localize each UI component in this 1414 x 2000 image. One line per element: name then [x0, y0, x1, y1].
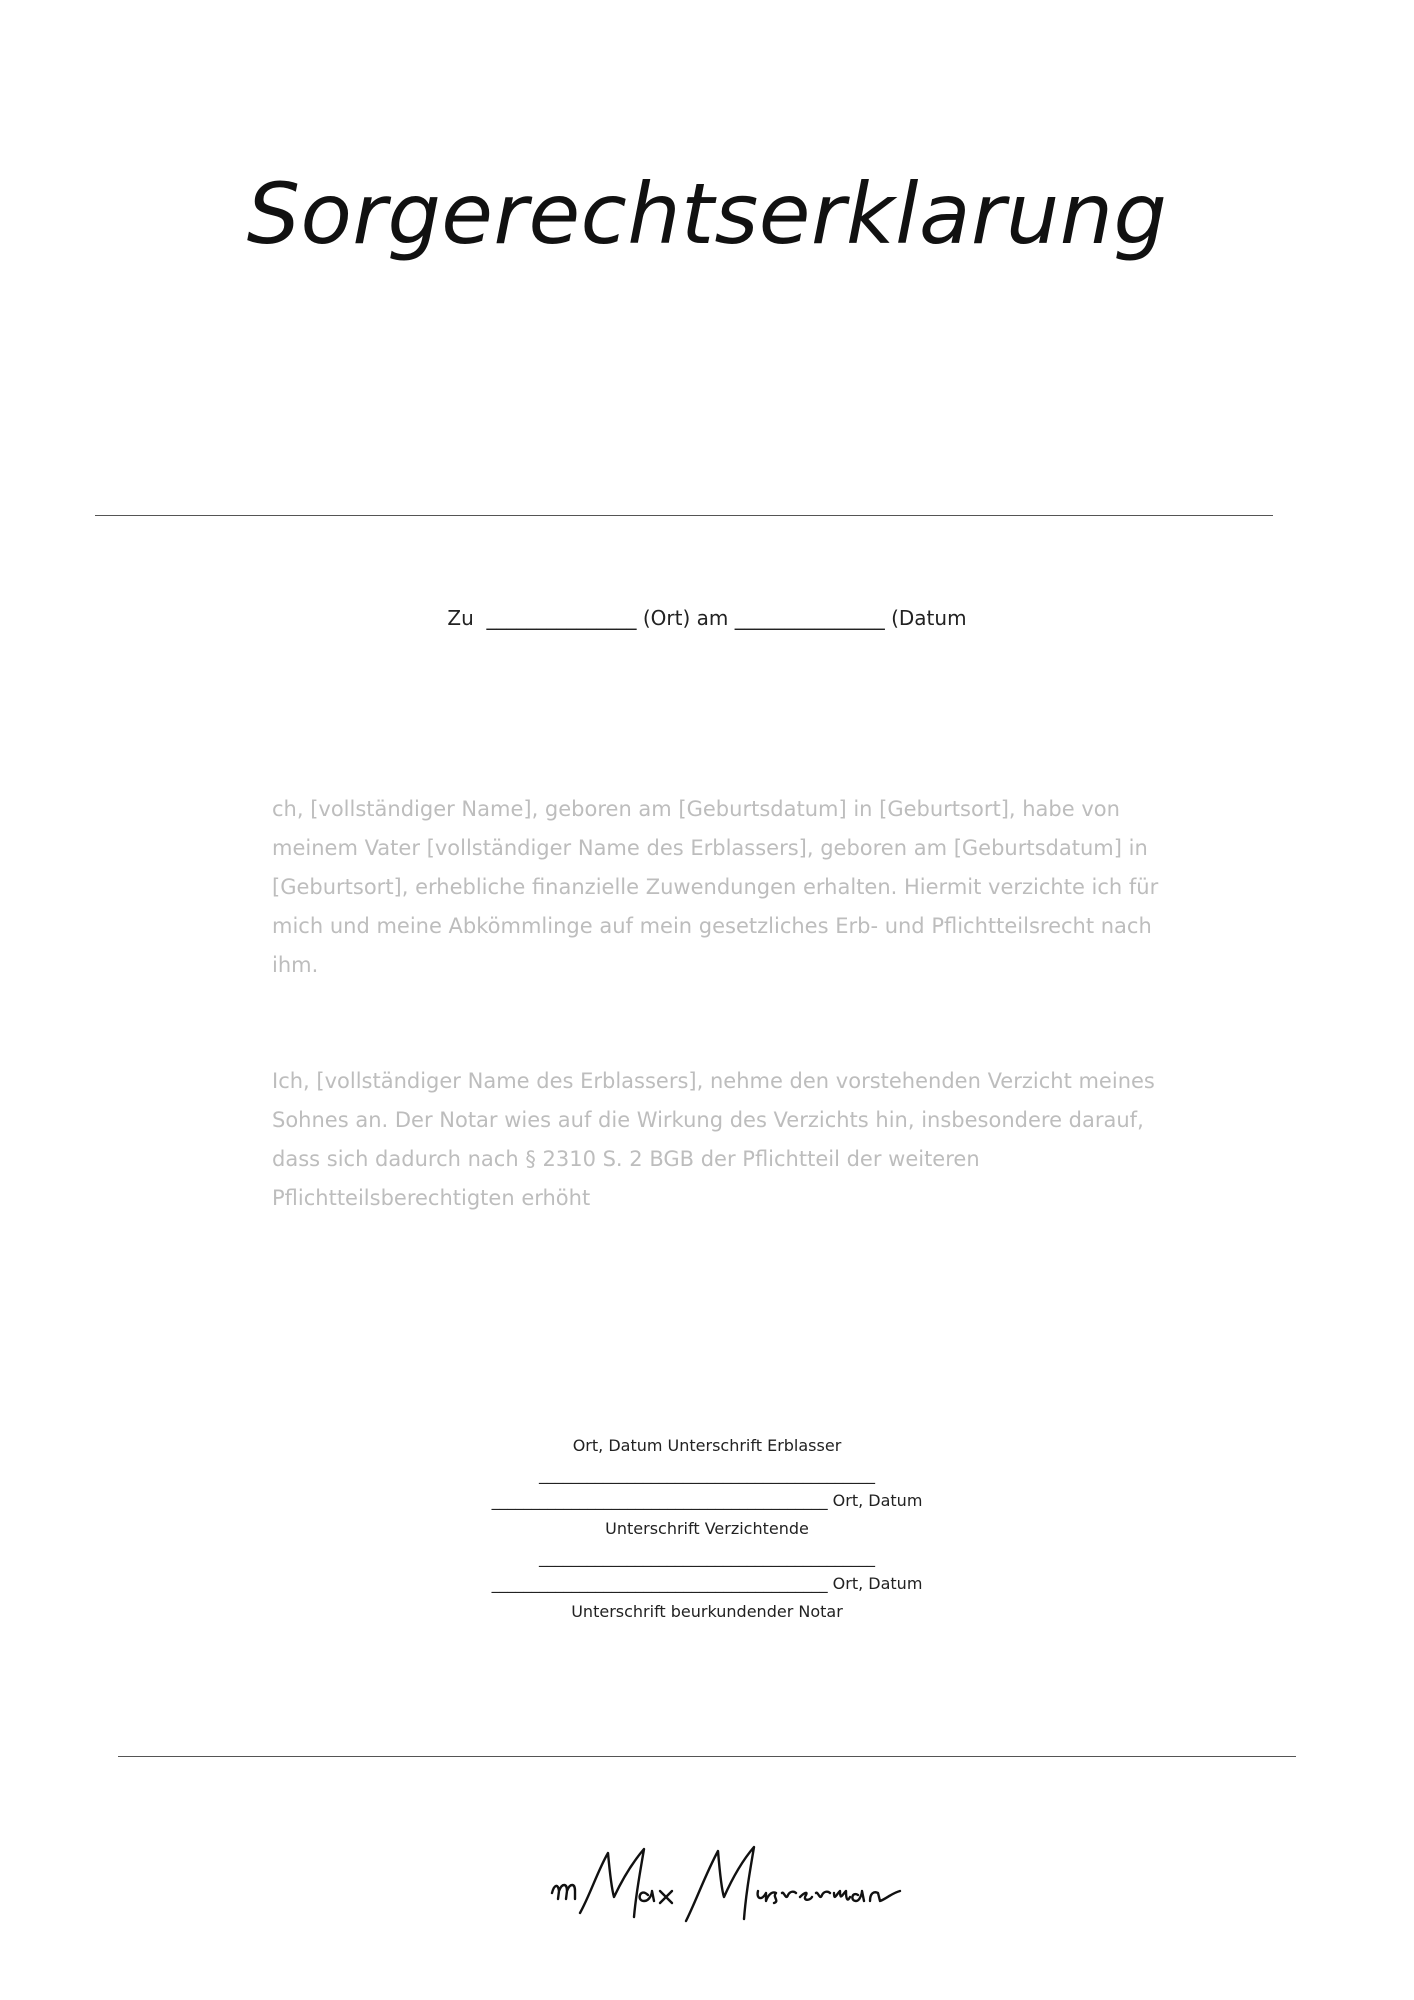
signature-line-2-place-date: __________________________________________ Ort, Datum	[491, 1491, 923, 1510]
signature-caption-erblasser: Ort, Datum Unterschrift Erblasser	[572, 1436, 842, 1455]
bottom-divider	[118, 1756, 1296, 1757]
signature-line-4-place-date: __________________________________________ Ort, Datum	[491, 1574, 923, 1593]
place-date-line: Zu _______________ (Ort) am _______________ (Datum	[447, 606, 967, 630]
signature-line-3: __________________________________________	[539, 1548, 875, 1567]
declaration-paragraph-2: Ich, [vollständiger Name des Erblassers], nehme den vorstehenden Verzicht meines Sohnes an. Der Notar wies auf die Wirkung des Verzichts hin, insbesondere darauf, dass sich dadurch nach § 2310 S. 2 BGB der Pflichtteil der weiteren Pflichtteilsberechtigten erhöht	[272, 1069, 1155, 1210]
declaration-paragraph-1: ch, [vollständiger Name], geboren am [Geburtsdatum] in [Geburtsort], habe von meinem Vater [vollständiger Name des Erblassers], geboren am [Geburtsdatum] in [Geburtsort], erhebliche finanzielle Zuwendungen erhalten. Hiermit verzichte ich für mich und meine Abkömmlinge auf mein gesetzliches Erb- und Pflichtteilsrecht nach ihm.	[272, 797, 1159, 977]
top-divider	[95, 515, 1273, 516]
signature-caption-notar: Unterschrift beurkundender Notar	[571, 1602, 843, 1621]
handwritten-signature	[540, 1835, 910, 1935]
signature-line-1: __________________________________________	[539, 1465, 875, 1484]
signature-caption-verzichtende: Unterschrift Verzichtende	[605, 1519, 809, 1538]
document-title: Sorgerechtserklarung	[246, 165, 1168, 263]
